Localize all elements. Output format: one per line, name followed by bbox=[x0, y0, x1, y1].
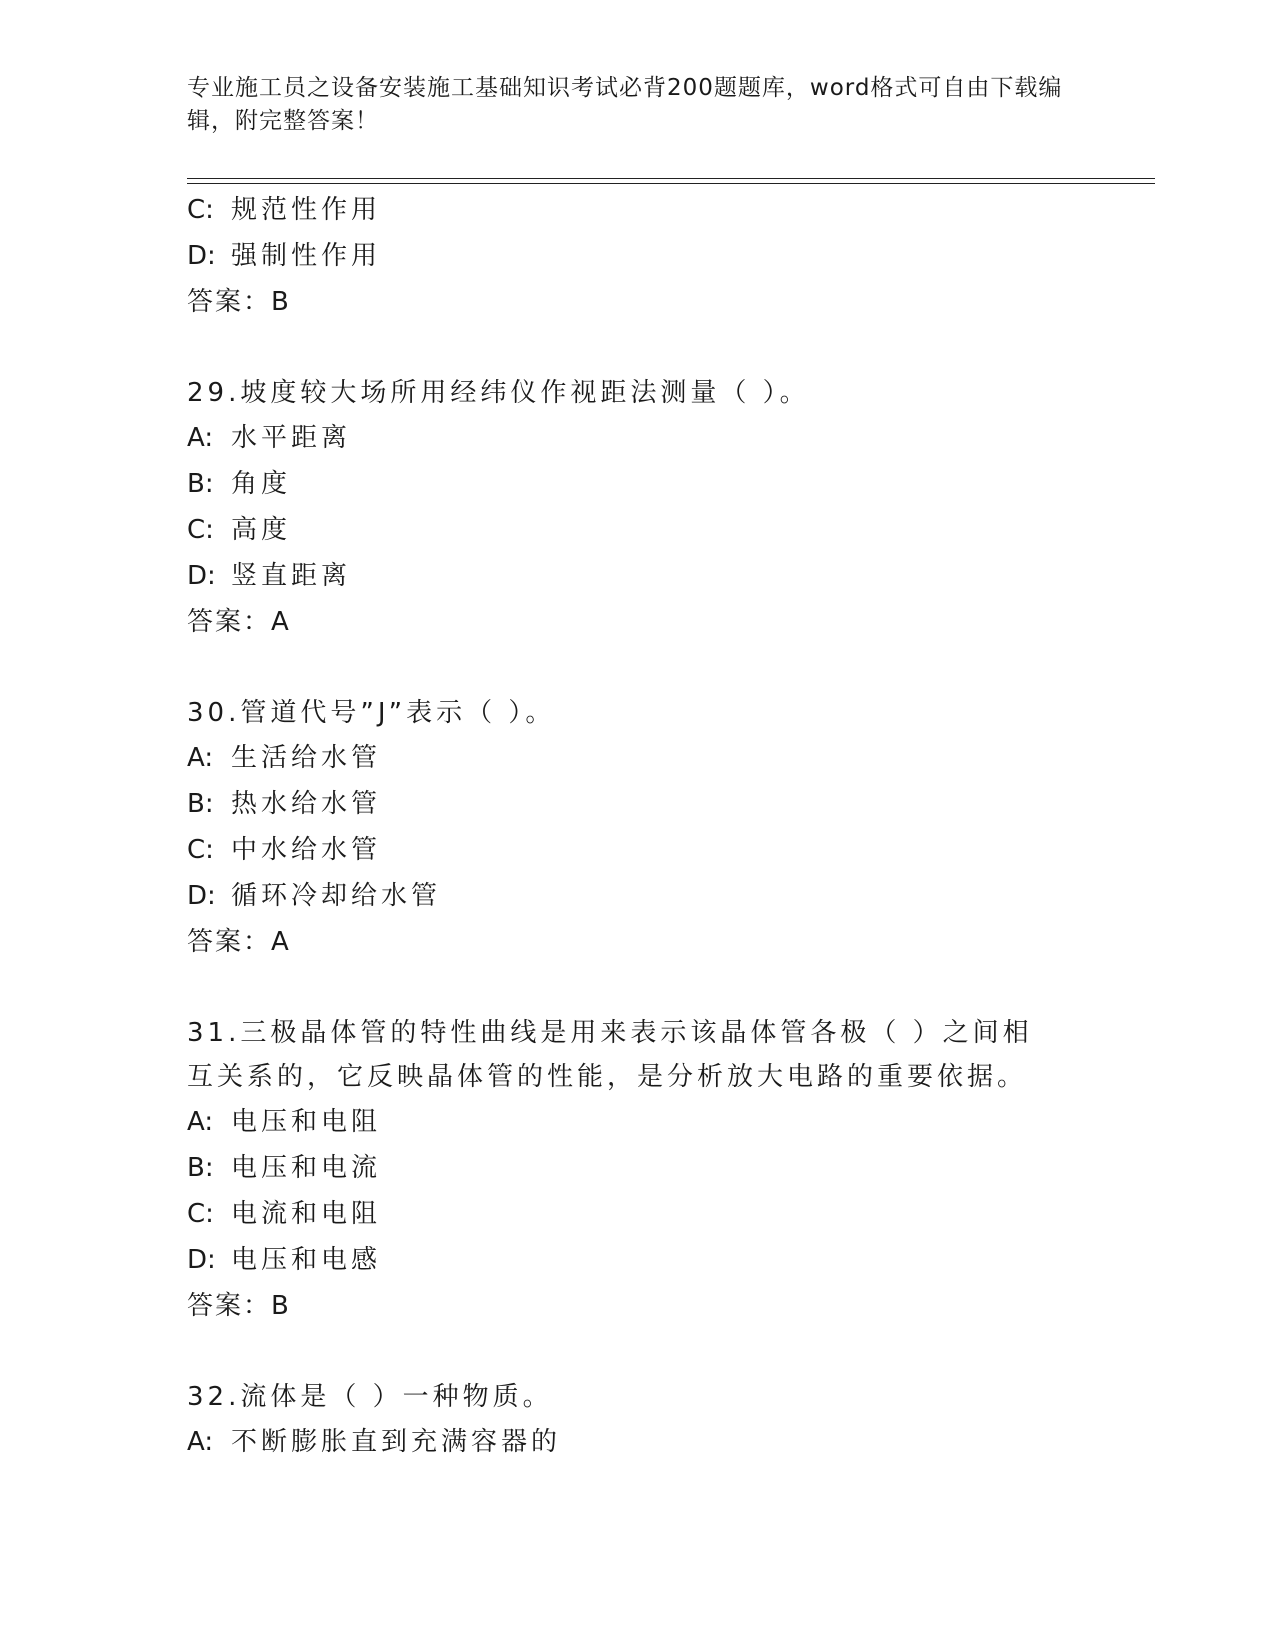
question-stem: 30.管道代号”J”表示（ ）。 bbox=[187, 698, 556, 728]
option-text: 不断膨胀直到充满容器的 bbox=[231, 1427, 562, 1457]
option-label: D: bbox=[187, 881, 216, 911]
option-label: B: bbox=[187, 789, 214, 819]
question-stem: 29.坡度较大场所用经纬仪作视距法测量（ ）。 bbox=[187, 378, 810, 408]
option-text: 高度 bbox=[231, 515, 292, 545]
option-label: D: bbox=[187, 561, 216, 591]
option-a bbox=[187, 735, 1087, 781]
option-text: 电流和电阻 bbox=[231, 1199, 382, 1229]
answer: 答案：B bbox=[187, 287, 291, 317]
option-label: C: bbox=[187, 515, 214, 545]
option-text: 规范性作用 bbox=[231, 195, 382, 225]
question-stem: 32.流体是（ ）一种物质。 bbox=[187, 1382, 553, 1412]
option-c bbox=[187, 827, 1087, 873]
option-text: 中水给水管 bbox=[231, 835, 382, 865]
option-label: B: bbox=[187, 469, 214, 499]
option-text: 电压和电阻 bbox=[231, 1107, 382, 1137]
option-d bbox=[187, 873, 1087, 919]
option-text: 循环冷却给水管 bbox=[231, 881, 442, 911]
option-b bbox=[187, 461, 1087, 507]
option-text: 强制性作用 bbox=[231, 241, 382, 271]
option-d bbox=[187, 233, 1087, 279]
option-text: 水平距离 bbox=[231, 423, 352, 453]
option-label: A: bbox=[187, 743, 214, 773]
option-text: 生活给水管 bbox=[231, 743, 382, 773]
option-text: 角度 bbox=[231, 469, 292, 499]
option-label: C: bbox=[187, 1199, 214, 1229]
option-label: A: bbox=[187, 1107, 214, 1137]
option-label: C: bbox=[187, 195, 214, 225]
spacer bbox=[187, 1329, 1087, 1375]
option-text: 热水给水管 bbox=[231, 789, 382, 819]
question-list bbox=[187, 187, 1087, 1465]
question-stem: 31.三极晶体管的特性曲线是用来表示该晶体管各极（ ）之间相互关系的，它反映晶体管的性能，是分析放大电路的重要依据。 bbox=[187, 1018, 1033, 1092]
answer: 答案：A bbox=[187, 607, 291, 637]
document-header: 专业施工员之设备安装施工基础知识考试必背200题题库，word格式可自由下载编辑，附完整答案！ bbox=[187, 75, 1063, 134]
option-label: A: bbox=[187, 1427, 214, 1457]
spacer bbox=[187, 325, 1087, 371]
option-a bbox=[187, 1419, 1087, 1465]
answer: 答案：B bbox=[187, 1291, 291, 1321]
option-c bbox=[187, 507, 1087, 553]
option-c bbox=[187, 187, 1087, 233]
spacer bbox=[187, 645, 1087, 691]
option-label: C: bbox=[187, 835, 214, 865]
option-d bbox=[187, 553, 1087, 599]
header-divider-top bbox=[187, 178, 1155, 179]
option-a bbox=[187, 1099, 1087, 1145]
answer: 答案：A bbox=[187, 927, 291, 957]
option-b bbox=[187, 781, 1087, 827]
option-label: D: bbox=[187, 1245, 216, 1275]
option-label: B: bbox=[187, 1153, 214, 1183]
option-text: 电压和电感 bbox=[231, 1245, 382, 1275]
option-d bbox=[187, 1237, 1087, 1283]
option-c bbox=[187, 1191, 1087, 1237]
header-divider-bottom bbox=[187, 183, 1155, 184]
option-text: 竖直距离 bbox=[231, 561, 352, 591]
option-label: D: bbox=[187, 241, 216, 271]
option-b bbox=[187, 1145, 1087, 1191]
option-label: A: bbox=[187, 423, 214, 453]
spacer bbox=[187, 965, 1087, 1011]
option-text: 电压和电流 bbox=[231, 1153, 382, 1183]
option-a bbox=[187, 415, 1087, 461]
